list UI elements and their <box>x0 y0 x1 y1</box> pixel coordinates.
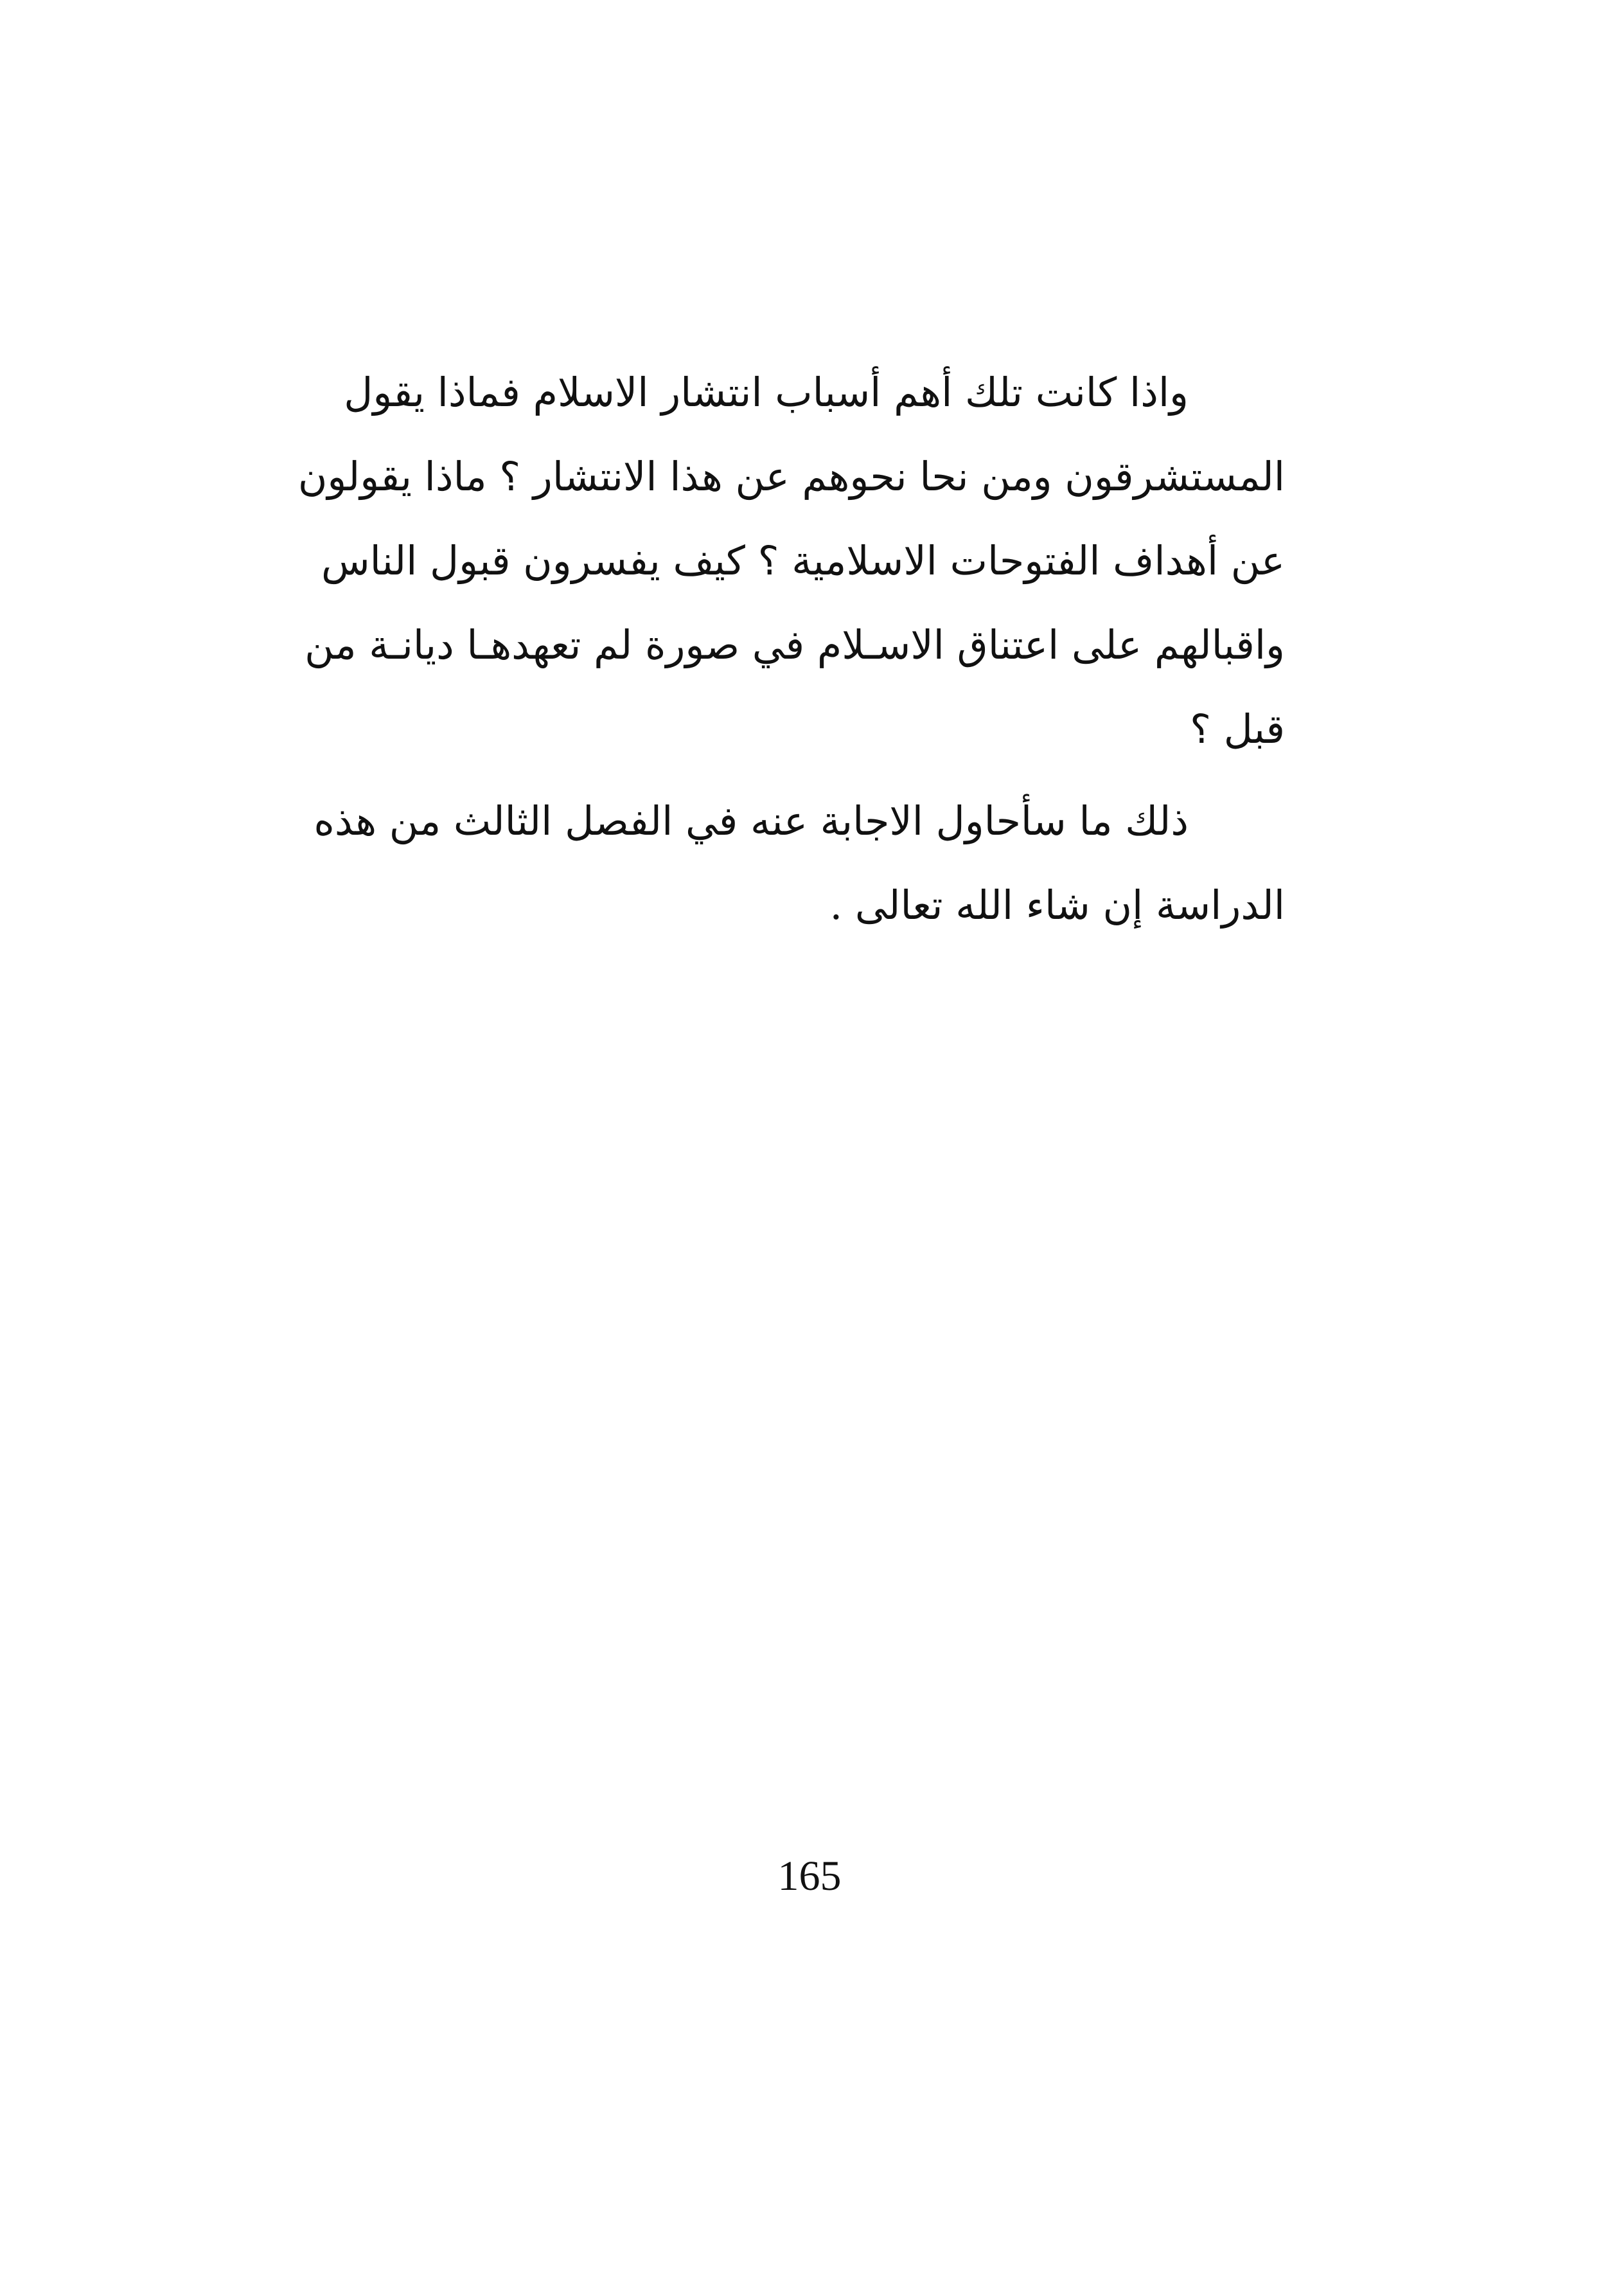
text-line: الدراسة إن شاء الله تعالى . <box>829 882 1285 929</box>
text-line: واقبالهم على اعتناق الاسـلام في صورة لم تعهدهـا ديانـة من <box>305 621 1285 668</box>
page-number: 165 <box>777 1853 842 1900</box>
body-text <box>297 350 1285 947</box>
text-line: ذلك ما سأحاول الاجابة عنه في الفصل الثالث من هذه <box>314 797 1189 844</box>
text-line: قبل ؟ <box>1190 706 1285 752</box>
text-line: واذا كانت تلك أهم أسباب انتشار الاسلام فماذا يقول <box>344 369 1189 416</box>
paragraph-2 <box>314 779 1285 947</box>
text-line: المستشرقون ومن نحا نحوهم عن هذا الانتشار ؟ ماذا يقولون <box>297 453 1285 500</box>
text-line: عن أهداف الفتوحات الاسلامية ؟ كيف يفسرون قبول الناس <box>321 537 1285 584</box>
paragraph-1 <box>297 350 1285 771</box>
